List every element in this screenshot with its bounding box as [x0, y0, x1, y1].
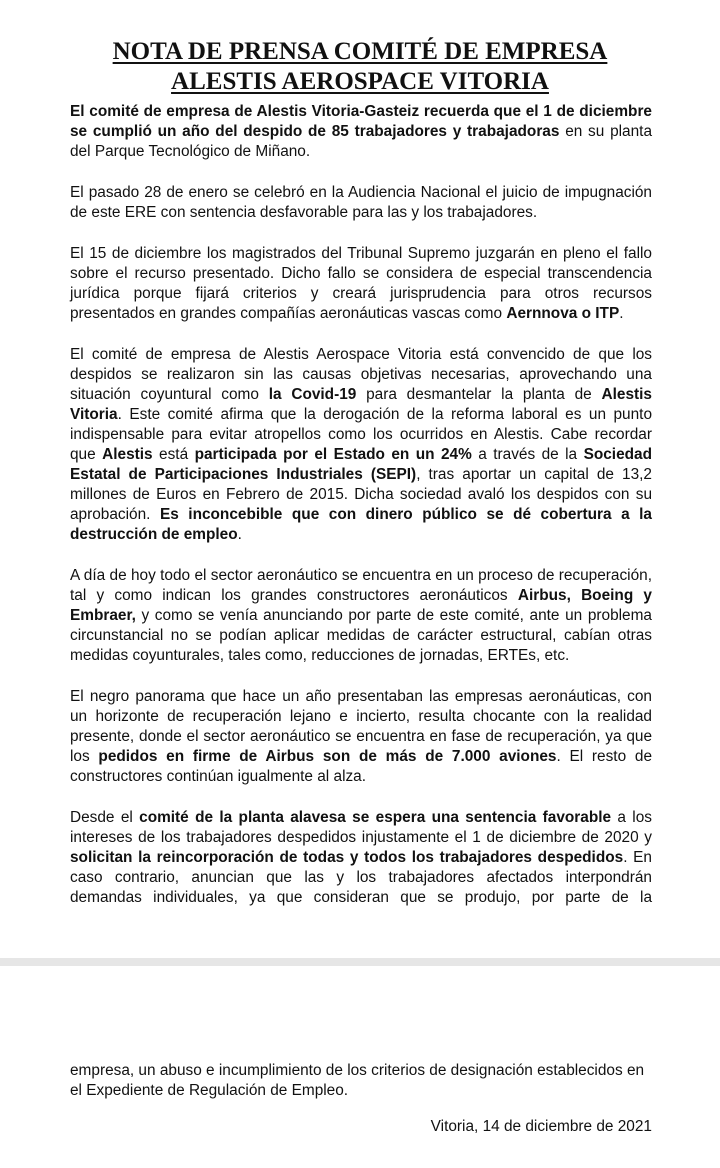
text: a través de la — [471, 446, 584, 463]
bold-text: Aernnova o ITP — [506, 305, 620, 322]
paragraph-continuation — [70, 1061, 652, 1101]
bold-text: participada por el Estado en un 24% — [194, 446, 472, 463]
bold-text: Alestis Vitoria — [70, 386, 652, 423]
bold-text: solicitan la reincorporación de todas y todos los trabajadores despedidos — [70, 849, 624, 866]
paragraph-tribunal-supremo — [70, 244, 652, 324]
text: El 15 de diciembre los magistrados del Tribunal Supremo juzgarán en pleno el fallo sobre el recurso presentado. Dicho fallo se considera de especial transcendencia jurídica porque fijará criterios y creará jurisprudencia para otros recursos presentados en grandes compañías aeronáuticas vascas como — [70, 245, 652, 322]
paragraph-sector-recuperacion — [70, 566, 652, 666]
text: . El resto de constructores continúan igualmente al alza. — [70, 748, 653, 785]
paragraph-anniversary — [70, 102, 652, 162]
text: para desmantelar la planta de — [356, 386, 602, 403]
press-release-title — [0, 37, 720, 97]
text: . — [237, 526, 242, 543]
bold-text: pedidos en firme de Airbus son de más de 7.000 aviones — [98, 748, 557, 765]
press-release-body — [70, 102, 652, 929]
text: . — [619, 305, 624, 322]
text: Desde el — [70, 809, 140, 826]
text: empresa, un abuso e incumplimiento de los criterios de designación establecidos en el Expediente de Regulación de Empleo. — [70, 1062, 645, 1099]
paragraph-audiencia-nacional — [70, 183, 652, 223]
page-separator — [0, 958, 720, 966]
text: a los intereses de los trabajadores despedidos injustamente el 1 de diciembre de 2020 y — [70, 809, 652, 846]
text: . Este comité afirma que la derogación de la reforma laboral es un punto indispensable para evitar atropellos como los ocurridos en Alestis. Cabe recordar que — [70, 406, 652, 463]
bold-text: Sociedad Estatal de Participaciones Industriales (SEPI) — [70, 446, 652, 483]
text: y como se venía anunciando por parte de este comité, ante un problema circunstancial no se podían aplicar medidas de carácter estructural, cabían otras medidas coyunturales, tales como, reducciones de jornadas, ERTEs, etc. — [70, 607, 652, 664]
text: El comité de empresa de Alestis Aerospace Vitoria está convencido de que los despidos se realizaron sin las causas objetivas necesarias, aprovechando una situación coyuntural como — [70, 346, 652, 403]
bold-text: la Covid-19 — [268, 386, 357, 403]
text: El negro panorama que hace un año presentaban las empresas aeronáuticas, con un horizonte de recuperación lejano e incierto, resulta chocante con la realidad presente, donde el sector aeronáutico se encuentra en fase de recuperación, ya que los — [70, 688, 652, 765]
title-line-2: ALESTIS AEROSPACE VITORIA — [171, 68, 549, 95]
bold-text: Es inconcebible que con dinero público se dé cobertura a la destrucción de empleo — [70, 506, 652, 543]
paragraph-sentencia-favorable — [70, 808, 652, 908]
text: está — [152, 446, 195, 463]
bold-text: comité de la planta alavesa se espera una sentencia favorable — [139, 809, 612, 826]
place-and-date: Vitoria, 14 de diciembre de 2021 — [430, 1118, 652, 1135]
paragraph-negro-panorama — [70, 687, 652, 787]
paragraph-comite-convencido — [70, 345, 652, 545]
text: . En caso contrario, anuncian que las y los trabajadores afectados interpondrán demandas individuales, ya que consideran que se produjo, por parte de la — [70, 849, 652, 906]
text: El pasado 28 de enero se celebró en la Audiencia Nacional el juicio de impugnación de este ERE con sentencia desfavorable para las y los trabajadores. — [70, 184, 652, 221]
bold-text: Airbus, Boeing y Embraer, — [70, 587, 652, 624]
bold-text: Alestis — [102, 446, 153, 463]
text: A día de hoy todo el sector aeronáutico se encuentra en un proceso de recuperación, tal y como indican los grandes constructores aeronáuticos — [70, 567, 652, 604]
text: en su planta del Parque Tecnológico de Miñano. — [70, 123, 652, 160]
bold-text: El comité de empresa de Alestis Vitoria-Gasteiz recuerda que el 1 de diciembre se cumplió un año del despido de 85 trabajadores y trabajadoras — [70, 103, 652, 140]
text: , tras aportar un capital de 13,2 millones de Euros en Febrero de 2015. Dicha sociedad avaló los despidos con su aprobación. — [70, 466, 652, 523]
title-line-1: NOTA DE PRENSA COMITÉ DE EMPRESA — [112, 38, 608, 65]
